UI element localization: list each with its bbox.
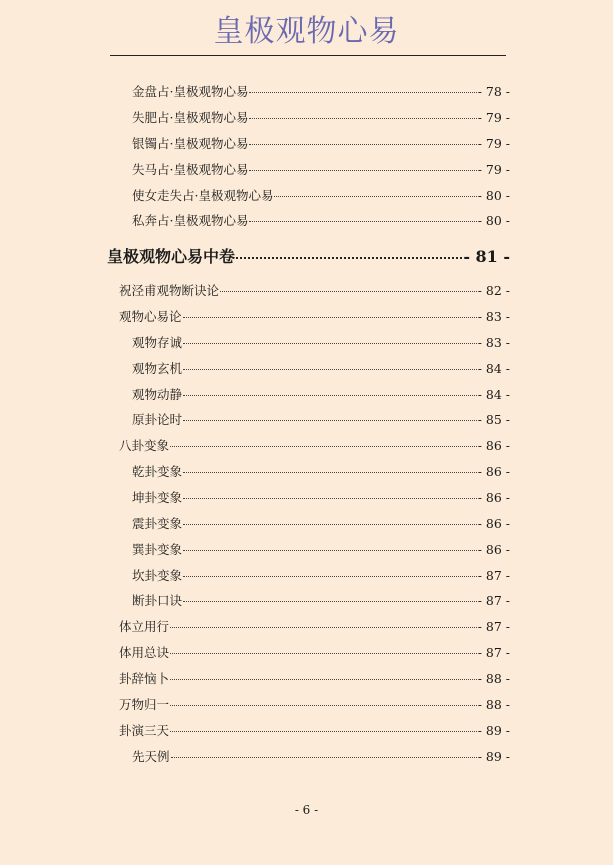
toc-entry-label: 祝泾甫观物断诀论 <box>119 283 220 298</box>
dot-leader <box>183 550 477 551</box>
dot-leader <box>220 291 477 292</box>
toc-entry[interactable] <box>132 566 510 584</box>
toc-entry-label: 体立用行 <box>119 619 170 634</box>
dot-leader <box>183 369 477 370</box>
dot-leader <box>249 144 476 145</box>
dot-leader <box>170 679 477 680</box>
toc-entry-page: - 78 - <box>477 84 510 99</box>
toc-entry[interactable] <box>132 186 510 204</box>
toc-entry-label: 金盘占·皇极观物心易 <box>132 84 249 99</box>
dot-leader <box>170 731 477 732</box>
toc-entry[interactable] <box>132 359 510 377</box>
toc-entry-page: - 79 - <box>477 110 510 125</box>
toc-entry-label: 八卦变象 <box>119 438 170 453</box>
dot-leader <box>274 196 476 197</box>
toc-entry[interactable] <box>132 134 510 152</box>
toc-entry-page: - 86 - <box>477 464 510 479</box>
toc-entry-page: - 84 - <box>477 387 510 402</box>
toc-entry-page: - 87 - <box>477 645 510 660</box>
dot-leader <box>236 257 462 259</box>
toc-entry[interactable] <box>119 695 510 713</box>
toc-entry-page: - 82 - <box>477 283 510 298</box>
toc-entry-page: - 86 - <box>477 542 510 557</box>
toc-entry-page: - 89 - <box>477 749 510 764</box>
dot-leader <box>249 170 476 171</box>
toc-entry[interactable] <box>132 385 510 403</box>
toc-entry-page: - 80 - <box>477 188 510 203</box>
toc-entry-page: - 86 - <box>477 516 510 531</box>
toc-entry[interactable] <box>119 669 510 687</box>
toc-entry-label: 乾卦变象 <box>132 464 183 479</box>
toc-entry-page: - 81 - <box>463 247 510 266</box>
dot-leader <box>183 317 477 318</box>
toc-entry[interactable] <box>132 747 510 765</box>
toc-entry-page: - 88 - <box>477 697 510 712</box>
toc-entry-label: 原卦论时 <box>132 412 183 427</box>
header-divider <box>110 55 506 56</box>
toc-entry-page: - 83 - <box>477 309 510 324</box>
toc-entry-page: - 80 - <box>477 213 510 228</box>
dot-leader <box>183 395 477 396</box>
toc-entry-label: 失肥占·皇极观物心易 <box>132 110 249 125</box>
toc-entry-page: - 87 - <box>477 568 510 583</box>
dot-leader <box>249 221 476 222</box>
dot-leader <box>170 627 477 628</box>
dot-leader <box>183 472 477 473</box>
toc-entry-label: 观物动静 <box>132 387 183 402</box>
toc-entry[interactable] <box>119 721 510 739</box>
toc-entry-label: 卦演三天 <box>119 723 170 738</box>
toc-entry-page: - 83 - <box>477 335 510 350</box>
toc-entry-label: 断卦口诀 <box>132 593 183 608</box>
toc-entry-label: 失马占·皇极观物心易 <box>132 162 249 177</box>
toc-entry-label: 观物心易论 <box>119 309 182 324</box>
toc-entry[interactable] <box>119 307 510 325</box>
toc-entry[interactable] <box>132 160 510 178</box>
toc-entry-page: - 79 - <box>477 162 510 177</box>
dot-leader <box>183 420 477 421</box>
toc-entry-label: 体用总诀 <box>119 645 170 660</box>
toc-entry-label: 震卦变象 <box>132 516 183 531</box>
toc-entry[interactable] <box>132 82 510 100</box>
toc-entry-label: 观物存诚 <box>132 335 183 350</box>
toc-entry-label: 巽卦变象 <box>132 542 183 557</box>
dot-leader <box>249 118 476 119</box>
dot-leader <box>183 498 477 499</box>
toc-entry[interactable] <box>119 436 510 454</box>
toc-entry[interactable] <box>132 410 510 428</box>
toc-entry-label: 万物归一 <box>119 697 170 712</box>
toc-entry-label: 坎卦变象 <box>132 568 183 583</box>
toc-entry-page: - 89 - <box>477 723 510 738</box>
dot-leader <box>170 446 477 447</box>
dot-leader <box>171 757 477 758</box>
dot-leader <box>183 524 477 525</box>
toc-entry[interactable] <box>119 643 510 661</box>
page-number: - 6 - <box>294 803 319 817</box>
toc-entry-label: 先天例 <box>132 749 170 764</box>
toc-entry-page: - 88 - <box>477 671 510 686</box>
toc-entry-label: 观物玄机 <box>132 361 183 376</box>
toc-entry-page: - 87 - <box>477 619 510 634</box>
toc-entry[interactable] <box>132 333 510 351</box>
dot-leader <box>183 576 477 577</box>
toc-entry[interactable] <box>132 462 510 480</box>
toc-entry[interactable] <box>132 540 510 558</box>
toc-entry-label: 银镯占·皇极观物心易 <box>132 136 249 151</box>
toc-entry-label: 卦辞恼卜 <box>119 671 170 686</box>
toc-entry-label: 坤卦变象 <box>132 490 183 505</box>
toc-chapter-entry[interactable] <box>107 244 510 266</box>
toc-entry[interactable] <box>132 211 510 229</box>
toc-entry[interactable] <box>132 108 510 126</box>
toc-entry[interactable] <box>119 617 510 635</box>
toc-entry[interactable] <box>132 488 510 506</box>
toc-entry-label: 使女走失占·皇极观物心易 <box>132 188 274 203</box>
toc-entry[interactable] <box>132 591 510 609</box>
dot-leader <box>170 653 477 654</box>
toc-entry-page: - 84 - <box>477 361 510 376</box>
toc-entry[interactable] <box>119 281 510 299</box>
dot-leader <box>249 92 476 93</box>
toc-entry-page: - 86 - <box>477 438 510 453</box>
dot-leader <box>183 343 477 344</box>
toc-entry-page: - 85 - <box>477 412 510 427</box>
toc-entry-label: 私奔占·皇极观物心易 <box>132 213 249 228</box>
toc-entry-page: - 79 - <box>477 136 510 151</box>
dot-leader <box>170 705 477 706</box>
toc-entry-label: 皇极观物心易中卷 <box>107 247 236 266</box>
toc-entry-page: - 87 - <box>477 593 510 608</box>
page-title: 皇极观物心易 <box>213 14 400 49</box>
dot-leader <box>183 601 477 602</box>
toc-entry[interactable] <box>132 514 510 532</box>
toc-entry-page: - 86 - <box>477 490 510 505</box>
